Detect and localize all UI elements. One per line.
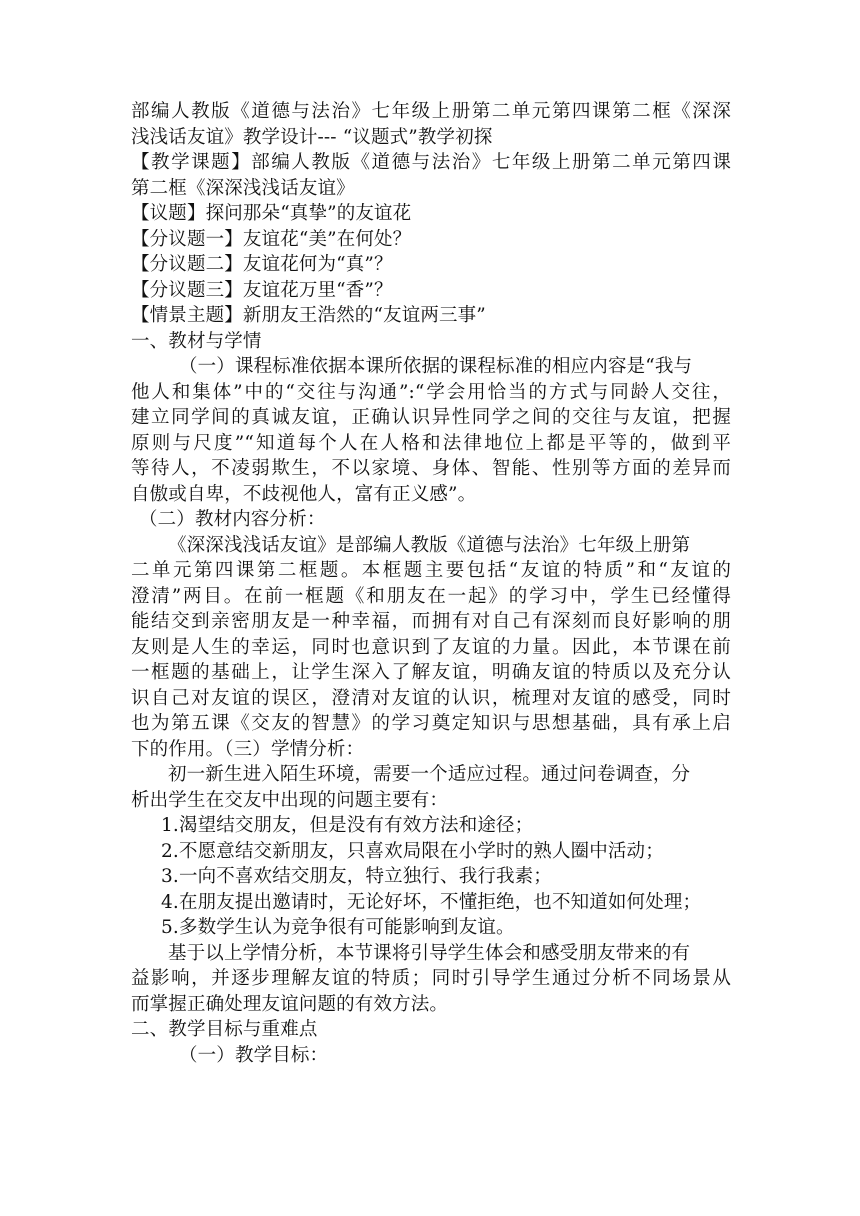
topic-line-1: 【教学课题】部编人教版《道德与法治》七年级上册第二单元第四课 [131,152,731,173]
textbook-analysis-line-5: 友则是人生的幸运，同时也意识到了友谊的力量。因此，本节课在前 [131,636,731,658]
textbook-analysis-line-4: 能结交到亲密朋友是一种幸福，而拥有对自己有深刻而良好影响的朋 [131,611,731,632]
textbook-analysis-line-9: 下的作用。（三）学情分析： [131,738,365,760]
sub-issue-3-line: 【分议题三】友谊花万里“香”？ [131,279,393,301]
curriculum-standard-line-5: 等待人，不凌弱欺生，不以家境、身体、智能、性别等方面的差异而 [131,458,731,479]
problem-item-2: 2.不愿意结交新朋友，只喜欢局限在小学时的熟人圈中活动； [161,840,664,862]
title-line-1: 部编人教版《道德与法治》七年级上册第二单元第四课第二框《深深 [131,101,731,122]
curriculum-standard-line-1: （一）课程标准依据本课所依据的课程标准的相应内容是“我与 [179,356,693,377]
conclusion-line-1: 基于以上学情分析，本节课将引导学生体会和感受朋友带来的有 [168,942,691,964]
problem-item-1: 1.渴望结交朋友，但是没有有效方法和途径； [161,815,534,836]
problem-item-4: 4.在朋友提出邀请时，无论好坏，不懂拒绝，也不知道如何处理； [161,891,702,913]
conclusion-line-2: 益影响，并逐步理解友谊的特质；同时引导学生通过分析不同场景从 [131,968,731,989]
textbook-analysis-line-6: 一框题的基础上，让学生深入了解友谊，明确友谊的特质以及充分认 [131,662,731,683]
curriculum-standard-line-3: 建立同学间的真诚友谊，正确认识异性同学之间的交往与友谊，把握 [131,407,731,428]
problem-item-3: 3.一向不喜欢结交朋友，特立独行、我行我素； [161,866,552,887]
topic-line-2: 第二框《深深浅浅话友谊》 [131,177,355,199]
teaching-goals-heading: （一）教学目标： [179,1044,329,1066]
main-issue-line: 【议题】探问那朵“真挚”的友谊花 [131,203,412,224]
textbook-analysis-line-8: 也为第五课《交友的智慧》的学习奠定知识与思想基础，具有承上启 [131,713,731,734]
section-heading-1: 一、教材与学情 [131,330,262,352]
curriculum-standard-line-4: 原则与尺度”“知道每个人在人格和法律地位上都是平等的，做到平 [131,432,731,454]
scenario-theme-line: 【情景主题】新朋友王浩然的“友谊两三事” [131,305,486,326]
textbook-analysis-line-7: 识自己对友谊的误区，澄清对友谊的认识，梳理对友谊的感受，同时 [131,687,731,709]
section-heading-2: 二、教学目标与重难点 [131,1019,318,1040]
textbook-analysis-line-1: 《深深浅浅话友谊》是部编人教版《道德与法治》七年级上册第 [168,534,691,556]
textbook-analysis-line-2: 二单元第四课第二框题。本框题主要包括“友谊的特质”和“友谊的 [131,560,731,581]
problem-item-5: 5.多数学生认为竞争很有可能影响到友谊。 [161,917,515,938]
student-analysis-line-2: 析出学生在交友中出现的问题主要有： [131,789,449,811]
student-analysis-line-1: 初一新生进入陌生环境，需要一个适应过程。通过问卷调查，分 [168,764,691,785]
sub-issue-1-line: 【分议题一】友谊花“美”在何处？ [131,228,412,250]
curriculum-standard-line-2: 他人和集体”中的“交往与沟通”:“学会用恰当的方式与同龄人交往， [131,381,731,403]
document-body [131,99,731,1068]
textbook-analysis-line-3: 澄清”两目。在前一框题《和朋友在一起》的学习中，学生已经懂得 [131,585,731,607]
textbook-analysis-heading: （二）教材内容分析： [139,509,326,530]
sub-issue-2-line: 【分议题二】友谊花何为“真”？ [131,254,393,275]
title-line-2: 浅浅话友谊》教学设计--- “议题式”教学初探 [131,126,493,148]
curriculum-standard-line-6: 自傲或自卑，不歧视他人，富有正义感”。 [131,483,477,505]
conclusion-line-3: 而掌握正确处理友谊问题的有效方法。 [131,993,449,1015]
